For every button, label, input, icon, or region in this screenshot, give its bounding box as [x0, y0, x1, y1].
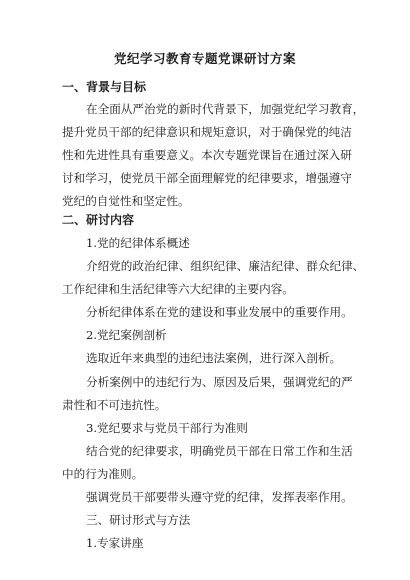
paragraph-line: 性和先进性具有重要意义。本次专题党课旨在通过深入研: [62, 148, 352, 162]
paragraph-line: 分析案例中的违纪行为、原因及后果，强调党纪的严: [86, 375, 353, 389]
paragraph-line: 选取近年来典型的违纪违法案例，进行深入剖析。: [86, 351, 342, 365]
paragraph-line: 党纪的自觉性和坚定性。: [62, 194, 190, 208]
section-heading-content: 二、研讨内容: [62, 213, 135, 227]
section-heading-format: 三、研讨形式与方法: [86, 513, 191, 527]
paragraph-line: 强调党员干部要带头遵守党的纪律，发挥表率作用。: [86, 490, 353, 504]
section-heading-background: 一、背景与目标: [62, 80, 147, 94]
subheading: 1.专家讲座: [86, 536, 144, 550]
paragraph-line: 肃性和不可违抗性。: [62, 398, 167, 412]
paragraph-line: 结合党的纪律要求，明确党员干部在日常工作和生活: [86, 444, 353, 458]
subheading: 2.党纪案例剖析: [86, 328, 167, 342]
paragraph-line: 分析纪律体系在党的建设和事业发展中的重要作用。: [86, 305, 353, 319]
paragraph-line: 提升党员干部的纪律意识和规矩意识，对于确保党的纯洁: [62, 125, 352, 139]
paragraph-line: 介绍党的政治纪律、组织纪律、廉洁纪律、群众纪律、: [86, 259, 365, 273]
paragraph-line: 工作纪律和生活纪律等六大纪律的主要内容。: [62, 282, 294, 296]
paragraph-line: 中的行为准则。: [62, 467, 144, 481]
subheading: 3.党纪要求与党员干部行为准则: [86, 421, 248, 435]
subheading: 1.党的纪律体系概述: [86, 236, 190, 250]
paragraph-line: 讨和学习，使党员干部全面理解党的纪律要求，增强遵守: [62, 171, 352, 185]
paragraph-line: 在全面从严治党的新时代背景下，加强党纪学习教育，: [86, 102, 365, 116]
document-title: 党纪学习教育专题党课研讨方案: [113, 51, 296, 66]
